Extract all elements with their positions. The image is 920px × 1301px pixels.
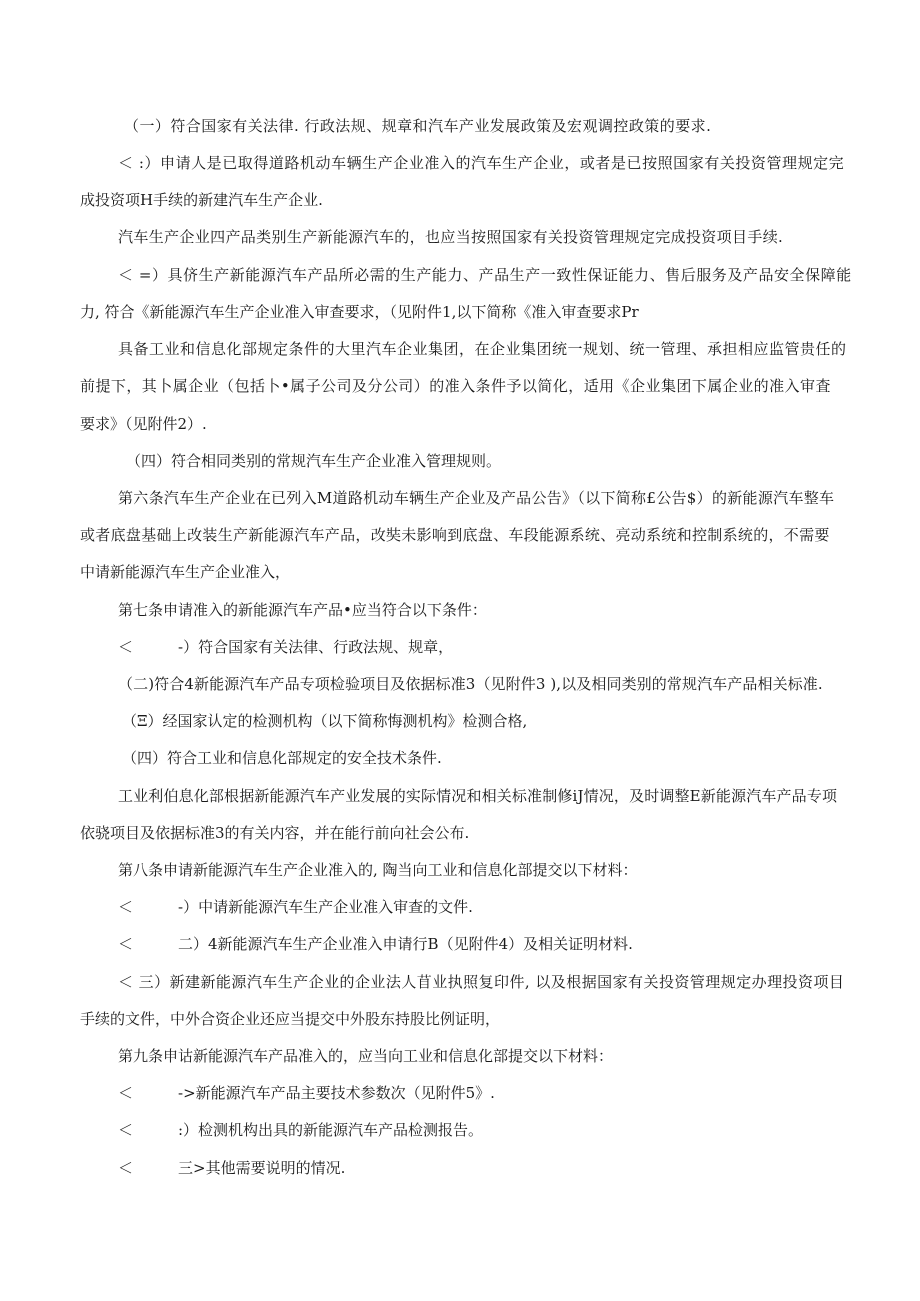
paragraph-line: 手续的文件，中外合资企业还应当提交中外股东持股比例证明，	[80, 1010, 501, 1028]
paragraph-line: 第六条汽车生产企业在已列入M道路机动车辆生产企业及产品公告》（以下简称£公告$）的新能源汽车整车	[118, 489, 835, 507]
paragraph-line: 前提下，其卜属企业（包括卜•属子公司及分公司）的准入条件予以简化，适用《企业集团下属企业的准入审査	[80, 377, 831, 395]
paragraph-line: （一）符合国家有关法律. 行政法规、规章和汽车产业发展政策及宏观调控政策的要求.	[124, 117, 712, 135]
paragraph-line: ＜ 二）4新能源汽车生产企业准入申请行B（见附件4）及相关证明材料.	[118, 935, 633, 953]
paragraph-line: 依骁项目及依据标准3的有关内容，并在能行前向社会公布.	[80, 824, 470, 842]
paragraph-line: （四）符合相同类别的常规汽车生产企业准入管理规则。	[126, 452, 502, 470]
paragraph-line: ＜ 三>其他需要说明的情况.	[118, 1159, 346, 1177]
paragraph-line: ＜ 三）新建新能源汽车生产企业的企业法人苜业执照复印件, 以及根据国家有关投资管理规定办理投资项目	[118, 973, 845, 991]
paragraph-line: 第九条申诂新能源汽车产品准入的，应当向工业和信息化部提交以下材料：	[118, 1047, 614, 1065]
paragraph-line: 具备工业和信息化部规定条件的大里汽车企业集团，在企业集团统一规划、统一管理、承担相应监管贵任的	[118, 340, 847, 358]
paragraph-line: ＜ :）检测机构出具的新能源汽车产品检测报告。	[118, 1121, 484, 1139]
paragraph-line: 力, 符合《新能源汽车生产企业准入审查要求，（见附件1,以下简称《准入审查要求Pr	[80, 303, 639, 321]
paragraph-line: ＜ :）申请人是已取得道路机动车辆生产企业准入的汽车生产企业，或者是已按照国家有关投资管理规定完	[118, 154, 845, 172]
paragraph-line: 工业利伯息化部根据新能源汽车产业发展的实际情况和相关标准制修iJ情况，及时调整E新能源汽车产品专项	[118, 787, 838, 805]
paragraph-line: 第七条申请准入的新能源汽车产品•应当符合以下条件：	[118, 601, 487, 619]
paragraph-line: 要求》（见附件2）.	[80, 415, 207, 433]
paragraph-line: （四）符合工业和信息化部规定的安全技术条件.	[122, 749, 442, 767]
paragraph-line: （二)符合4新能源汽车产品专项检验项目及依据标准3（见附件3 ),以及相同类别的常规汽车产品相关标准.	[118, 675, 823, 693]
paragraph-line: （Ξ）经国家认定的检测机构（以下简称悔测机构》检测合格,	[122, 712, 528, 730]
paragraph-line: ＜ -）符合国家有关法律、行政法规、规章，	[118, 638, 454, 656]
paragraph-line: ＜ =）具侪生产新能源汽车产品所必需的生产能力、产品生产一致性保证能力、售后服务及产品安全保障能	[118, 266, 852, 284]
paragraph-line: ＜ ->新能源汽车产品主要技术参数次（见附件5》.	[118, 1084, 495, 1102]
paragraph-line: 第八条申请新能源汽车生产企业准入的, 陶当向工业和信息化部提交以下材料：	[118, 861, 638, 879]
paragraph-line: 或者底盘基础上改装生产新能源汽车产品，改奘未影响到底盘、车段能源系统、亮动系统和控制系统的，不需要	[80, 526, 830, 544]
paragraph-line: 中请新能源汽车生产企业准入，	[80, 563, 291, 581]
paragraph-line: 成投资项H手续的新建汽车生产企业.	[80, 191, 323, 209]
paragraph-line: ＜ -）中请新能源汽车生产企业准入审查的文件.	[118, 898, 473, 916]
paragraph-line: 汽车生产企业四产品类别生产新能源汽车的，也应当按照国家有关投资管理规定完成投资项目手续.	[118, 228, 784, 246]
